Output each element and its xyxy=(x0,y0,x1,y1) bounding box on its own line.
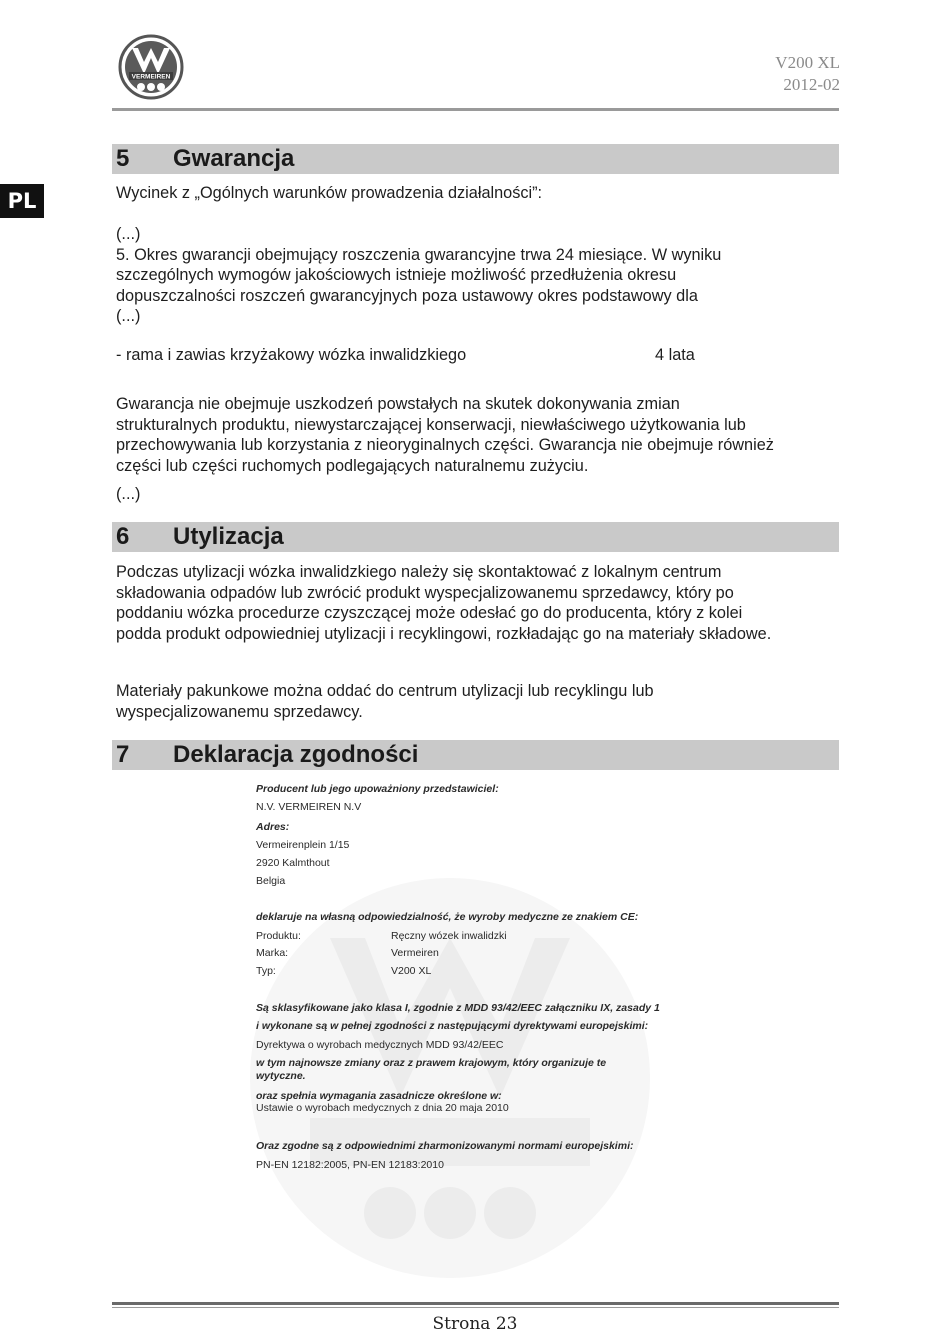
warranty-ellipsis: (...) xyxy=(116,485,141,503)
warranty-clause: (...) 5. Okres gwarancji obejmujący roszczenia gwarancyjne trwa 24 miesiące. W wyniku szczególnych wymogów jakościowych istnieje możliwość przedłużenia okresu dopuszczalności roszczeń gwarancyjnych poza ustawowy okres podstawowy dla (...) xyxy=(116,225,722,325)
section-title: Deklaracja zgodności xyxy=(173,741,419,768)
date-label: 2012-02 xyxy=(783,75,840,94)
disposal-paragraph-2: Materiały pakunkowe można oddać do centrum utylizacji lub recyklingu lub wyspecjalizowanemu sprzedawcy. xyxy=(116,682,654,721)
standards-label: Oraz zgodne są z odpowiednimi zharmonizowanymi normami europejskimi: xyxy=(256,1140,634,1152)
field-label: Produktu: xyxy=(256,930,301,942)
changes-line: wytyczne. xyxy=(256,1070,306,1082)
header-divider xyxy=(112,108,839,111)
warranty-intro: Wycinek z „Ogólnych warunków prowadzenia działalności”: xyxy=(116,184,543,202)
footer-divider xyxy=(112,1302,839,1305)
section-number: 5 xyxy=(116,145,130,172)
producer-label: Producent lub jego upoważniony przedstawiciel: xyxy=(256,783,499,795)
language-tab: PL xyxy=(0,184,44,218)
section-title: Gwarancja xyxy=(173,145,295,172)
logo-text: VERMEIREN xyxy=(131,73,171,81)
field-value: Vermeiren xyxy=(391,947,439,959)
classification-line: i wykonane są w pełnej zgodności z następującymi dyrektywami europejskimi: xyxy=(256,1020,649,1032)
field-label: Typ: xyxy=(256,965,276,977)
section-heading-declaration xyxy=(112,740,839,770)
warranty-item-label: - rama i zawias krzyżakowy wózka inwalidzkiego xyxy=(116,346,467,364)
section-number: 7 xyxy=(116,741,130,768)
requirements-label: oraz spełnia wymagania zasadnicze określone w: xyxy=(256,1090,502,1102)
law-text: Ustawie o wyrobach medycznych z dnia 20 maja 2010 xyxy=(256,1102,509,1114)
section-title: Utylizacja xyxy=(173,523,284,550)
page-number: Strona 23 xyxy=(432,1314,518,1334)
field-value: Ręczny wózek inwalidzki xyxy=(391,930,507,942)
model-label: V200 XL xyxy=(775,53,840,72)
section-number: 6 xyxy=(116,523,130,550)
declares-label: deklaruje na własną odpowiedzialność, że wyroby medyczne ze znakiem CE: xyxy=(256,911,639,923)
footer-divider-thin xyxy=(112,1307,839,1308)
section-heading-warranty xyxy=(112,144,839,174)
section-heading-disposal xyxy=(112,522,839,552)
field-label: Marka: xyxy=(256,947,289,959)
header-meta xyxy=(775,52,840,96)
standards-text: PN-EN 12182:2005, PN-EN 12183:2010 xyxy=(256,1159,444,1171)
field-value: V200 XL xyxy=(391,965,432,977)
warranty-exclusions: Gwarancja nie obejmuje uszkodzeń powstałych na skutek dokonywania zmian strukturalnych produktu, niewystarczającej konserwacji, niewłaściwego użytkowania lub przechowywania lub korzystania z nieoryginalnych części. Gwarancja nie obejmuje również części lub części ruchomych podlegających naturalnemu zużyciu. xyxy=(116,395,774,475)
disposal-paragraph-1: Podczas utylizacji wózka inwalidzkiego należy się skontaktować z lokalnym centrum składowania odpadów lub zwrócić produkt wyspecjalizowanemu sprzedawcy, który po poddaniu wózka procedurze czyszczącej może odesłać go do producenta, który z kolei podda produkt odpowiedniej utylizacji i recyklingowi, rozkładając go na materiały składowe. xyxy=(116,563,772,643)
vermeiren-logo xyxy=(118,34,184,100)
address-label: Adres: xyxy=(256,821,290,833)
address-line: Belgia xyxy=(256,875,286,887)
producer-name: N.V. VERMEIREN N.V xyxy=(256,801,362,813)
changes-line: w tym najnowsze zmiany oraz z prawem krajowym, który organizuje te xyxy=(256,1057,607,1069)
declaration-of-conformity xyxy=(256,778,776,1268)
warranty-item-value: 4 lata xyxy=(655,346,695,364)
classification-line: Są sklasyfikowane jako klasa I, zgodnie z MDD 93/42/EEC załączniku IX, zasady 1 xyxy=(256,1002,660,1014)
address-line: 2920 Kalmthout xyxy=(256,857,330,869)
directive-text: Dyrektywa o wyrobach medycznych MDD 93/42/EEC xyxy=(256,1039,504,1051)
address-line: Vermeirenplein 1/15 xyxy=(256,839,350,851)
